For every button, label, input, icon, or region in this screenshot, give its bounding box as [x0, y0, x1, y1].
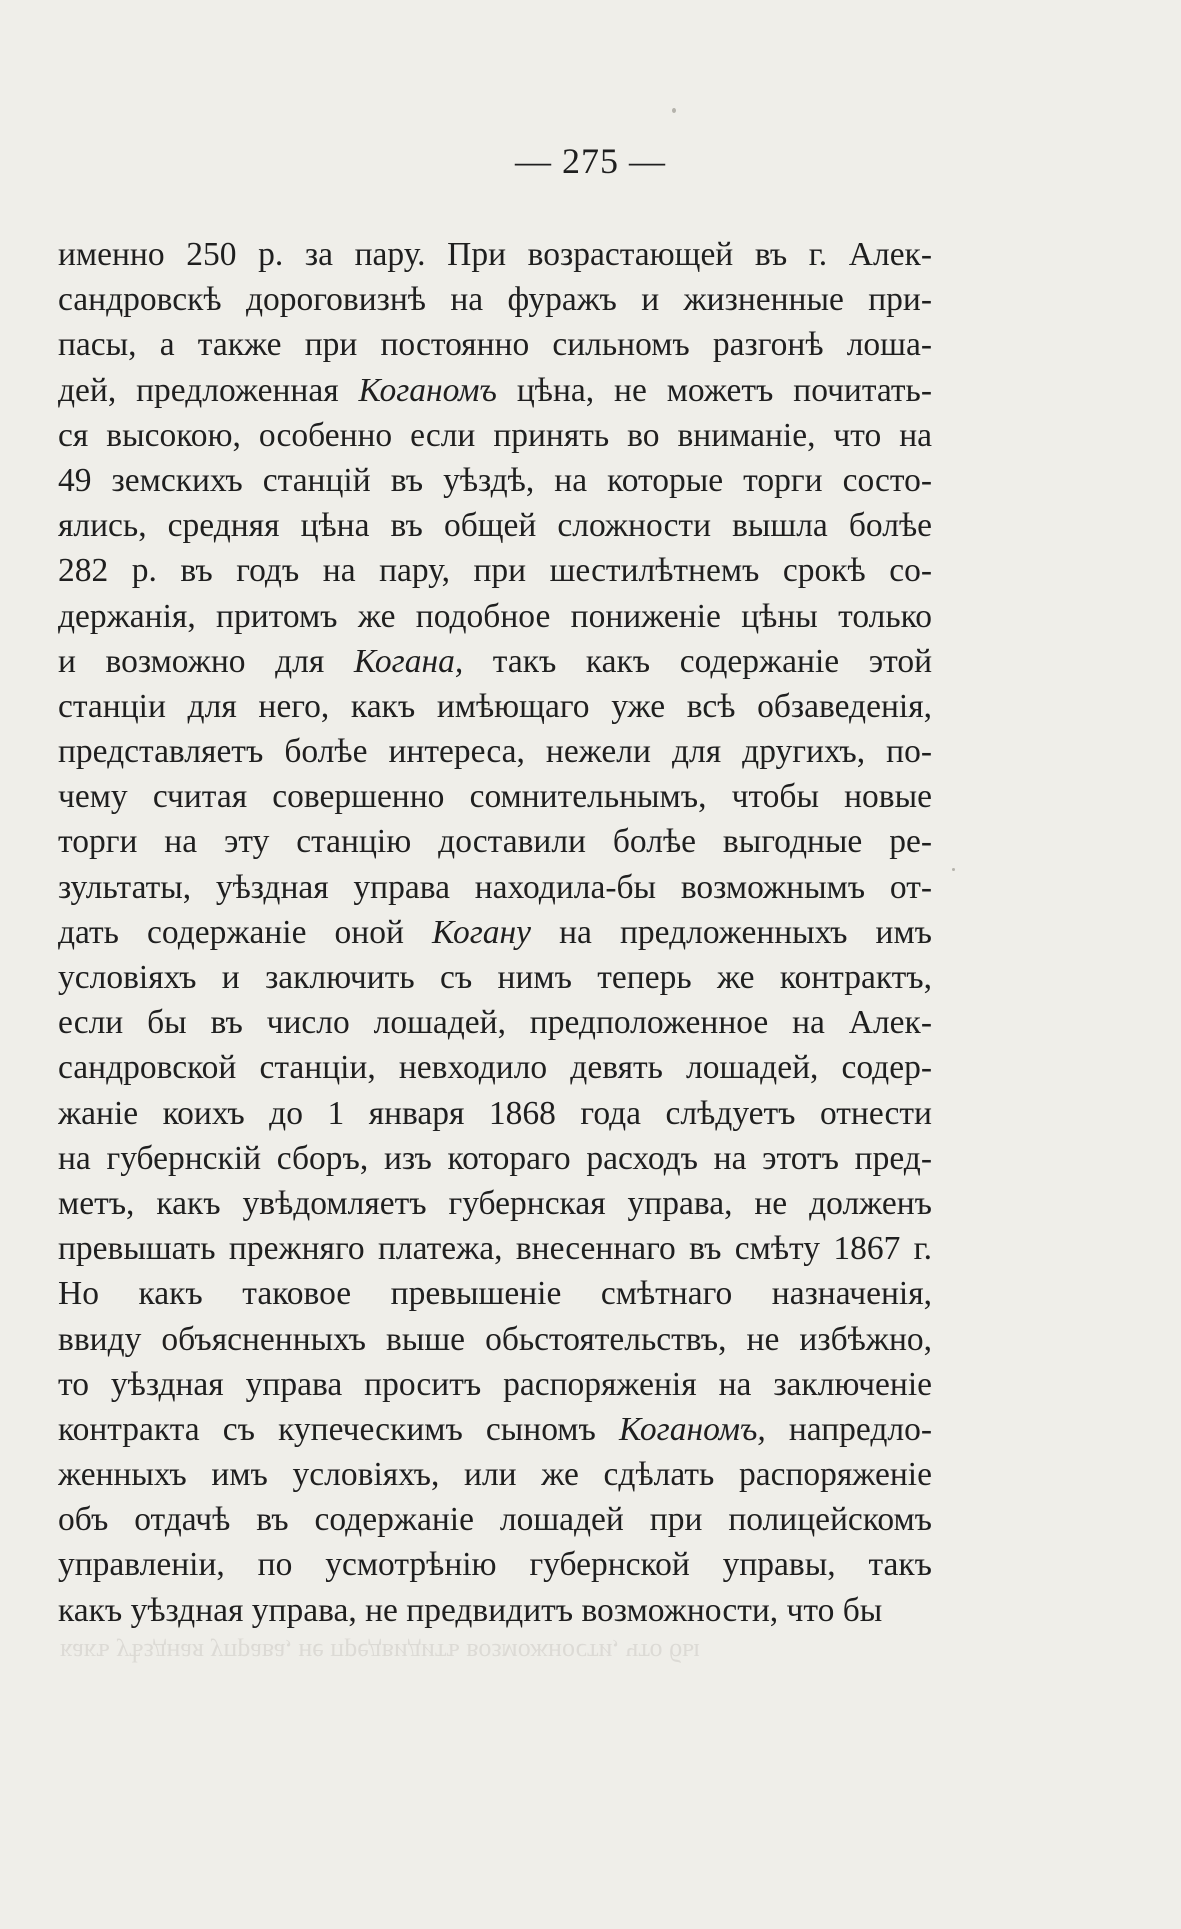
text-line: именно 250 р. за пару. При возрастающей въ г. Алек-: [58, 236, 932, 273]
text-line: зультаты, уѣздная управа находила-бы возможнымъ от-: [58, 868, 932, 906]
text-line: чему считая совершенно сомнительнымъ, чтобы новые: [58, 778, 932, 816]
text-line: если бы въ число лошадей, предположенное на Алек-: [58, 1004, 932, 1042]
ink-speck: [672, 108, 676, 113]
text-line: дей, предложенная Коганомъ цѣна, не можетъ почитать-: [58, 371, 932, 409]
italic-name: Коганомъ: [358, 371, 497, 409]
text-line: условіяхъ и заключить съ нимъ теперь же контрактъ,: [58, 959, 932, 996]
text-line: контракта съ купеческимъ сыномъ Коганомъ, напредло-: [58, 1410, 932, 1448]
text-line: станціи для него, какъ имѣющаго уже всѣ обзаведенія,: [58, 687, 932, 725]
text-line: представляетъ болѣе интереса, нежели для другихъ, по-: [58, 733, 932, 771]
text-line: пасы, а также при постоянно сильномъ разгонѣ лоша-: [58, 326, 932, 364]
text-line: женныхъ имъ условіяхъ, или же сдѣлать распоряженіе: [58, 1456, 932, 1494]
text-line: дать содержаніе оной Когану на предложенныхъ имъ: [58, 913, 932, 951]
text-line: то уѣздная управа проситъ распоряженія на заключеніе: [58, 1365, 932, 1403]
body-text: [58, 232, 932, 1633]
italic-name: Когана,: [353, 642, 464, 680]
text-line: жаніе коихъ до 1 января 1868 года слѣдуетъ отнести: [58, 1094, 932, 1132]
ink-speck: [952, 868, 955, 871]
text-line: сандровскѣ дороговизнѣ на фуражъ и жизненные при-: [58, 281, 932, 319]
text-line: торги на эту станцію доставили болѣе выгодные ре-: [58, 823, 932, 861]
text-line: Но какъ таковое превышеніе смѣтнаго назначенія,: [58, 1275, 932, 1313]
text-line: 49 земскихъ станцій въ уѣздѣ, на которые торги состо-: [58, 461, 932, 499]
text-line: сандровской станціи, невходило девять лошадей, содер-: [58, 1049, 932, 1087]
text-line: управленіи, по усмотрѣнію губернской управы, такъ: [58, 1546, 932, 1584]
page-number: — 275 —: [515, 141, 666, 181]
text-line: держанія, притомъ же подобное пониженіе цѣны только: [58, 597, 932, 635]
text-line: какъ уѣздная управа, не предвидитъ возможности, что бы: [58, 1591, 883, 1629]
bleed-through: какъ уѣздная управа, не предвидитъ возможности, что бы: [60, 1638, 700, 1667]
text-line: и возможно для Когана, такъ какъ содержаніе этой: [58, 642, 932, 680]
text-line: объ отдачѣ въ содержаніе лошадей при полицейскомъ: [58, 1501, 932, 1539]
text-line: превышать прежняго платежа, внесеннаго въ смѣту 1867 г.: [58, 1230, 932, 1268]
text-line: ся высокою, особенно если принять во вниманіе, что на: [58, 416, 932, 454]
text-line: метъ, какъ увѣдомляетъ губернская управа, не долженъ: [58, 1184, 932, 1222]
text-line: 282 р. въ годъ на пару, при шестилѣтнемъ срокѣ со-: [58, 552, 932, 590]
italic-name: Коганомъ,: [618, 1410, 766, 1448]
text-line: ввиду объясненныхъ выше обьстоятельствъ, не избѣжно,: [58, 1320, 932, 1358]
text-line: ялись, средняя цѣна въ общей сложности вышла болѣе: [58, 507, 932, 545]
text-line: на губернскій сборъ, изъ котораго расходъ на этотъ пред-: [58, 1139, 932, 1177]
italic-name: Когану: [431, 913, 532, 951]
